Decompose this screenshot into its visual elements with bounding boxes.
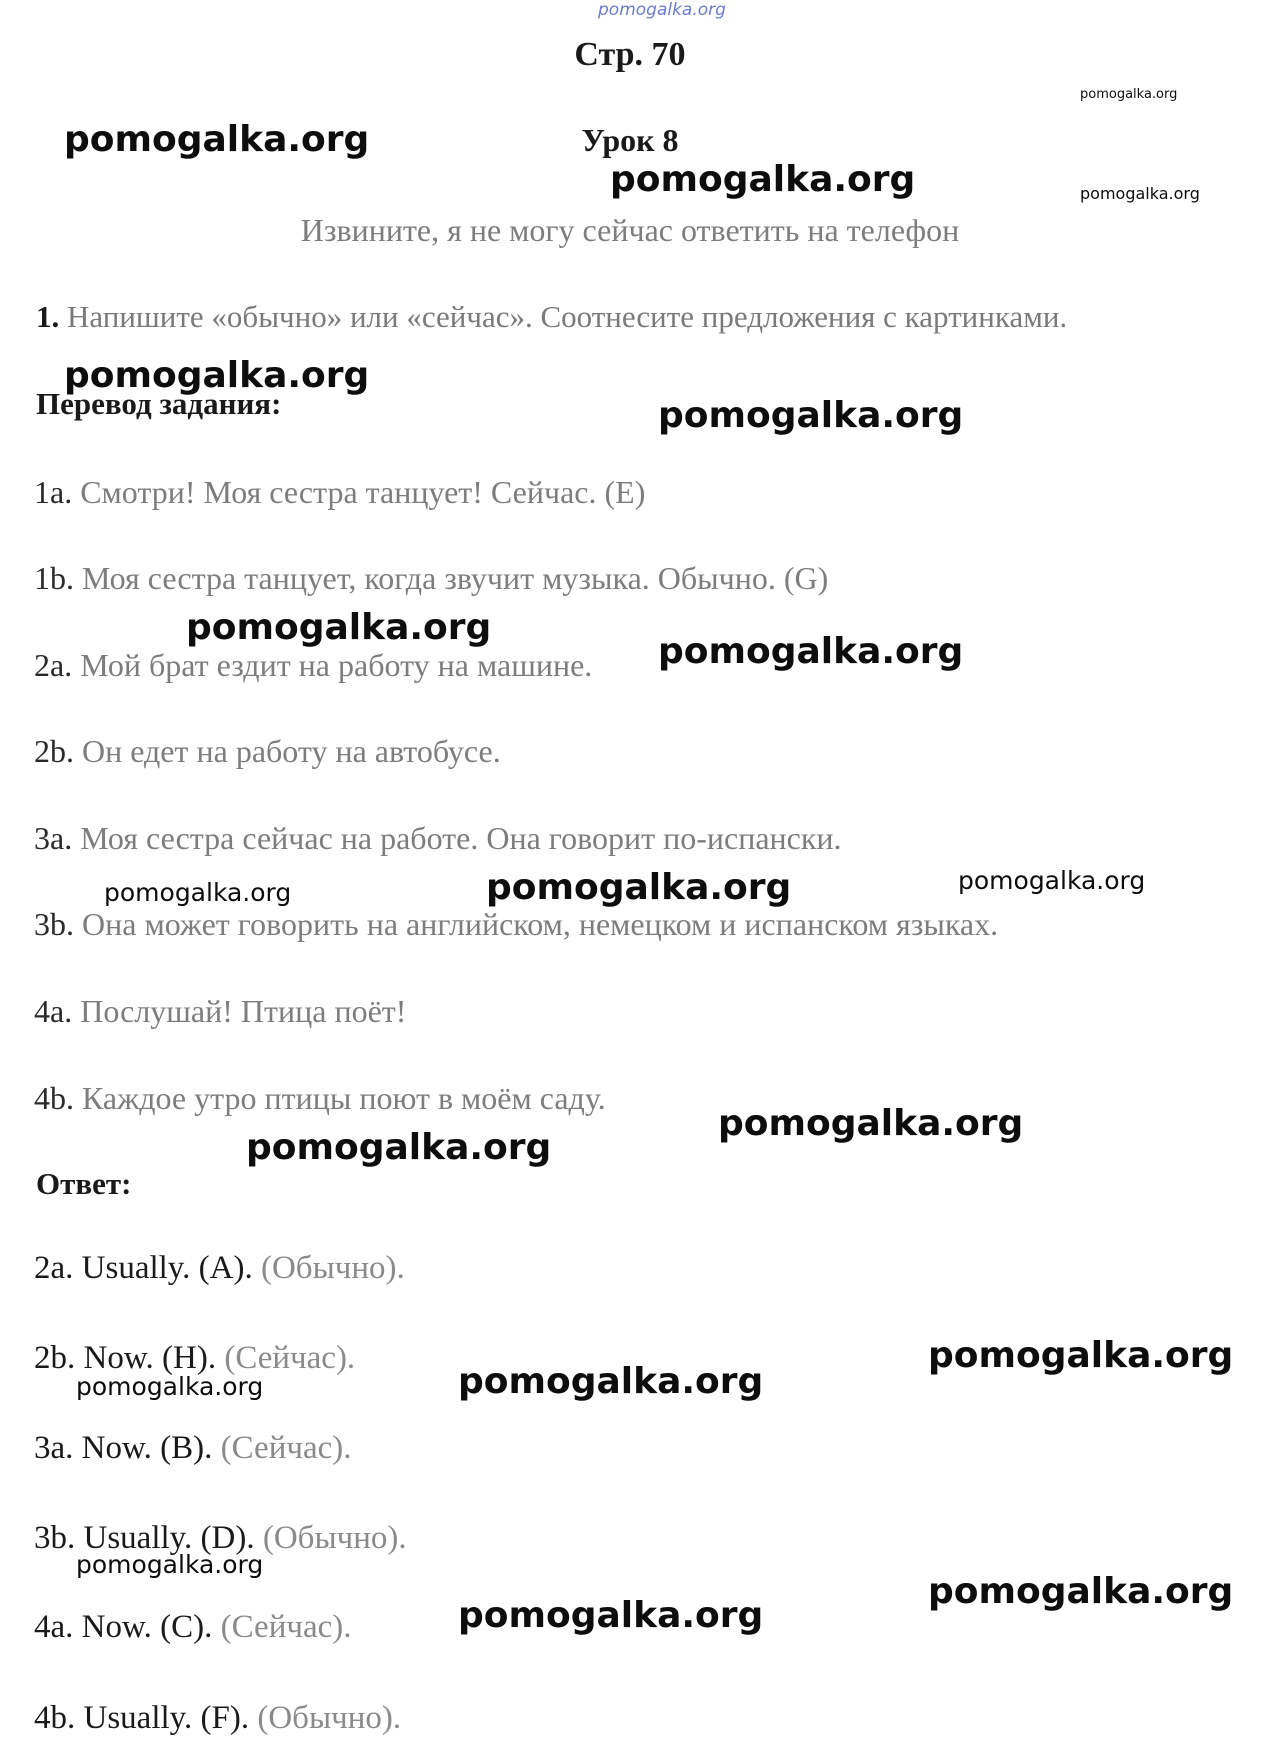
watermark: pomogalka.org [64, 119, 370, 160]
answer-line: 2a. Usually. (A). (Обычно). [34, 1250, 405, 1286]
translation-line: 4b. Каждое утро птицы поют в моём саду. [34, 1080, 606, 1116]
answer-line: 4b. Usually. (F). (Обычно). [34, 1700, 402, 1736]
watermark: pomogalka.org [658, 395, 964, 436]
watermark: pomogalka.org [928, 1571, 1234, 1612]
translation-line: 2a. Мой брат ездит на работу на машине. [34, 647, 593, 683]
watermark: pomogalka.org [246, 1127, 552, 1168]
task-number: 1. [36, 299, 60, 334]
watermark: pomogalka.org [458, 1595, 764, 1636]
watermark: pomogalka.org [76, 1550, 264, 1579]
task-text: Напишите «обычно» или «сейчас». Соотнесите предложения с картинками. [67, 299, 1068, 334]
translation-line: 3b. Она может говорить на английском, немецком и испанском языках. [34, 906, 999, 942]
watermark: pomogalka.org [486, 867, 792, 908]
translation-line: 4a. Послушай! Птица поёт! [34, 993, 407, 1029]
answer-line: 4a. Now. (C). (Сейчас). [34, 1609, 352, 1645]
watermark: pomogalka.org [104, 878, 292, 907]
watermark-top: pomogalka.org [598, 0, 726, 20]
watermark: pomogalka.org [186, 607, 492, 648]
watermark: pomogalka.org [1080, 87, 1178, 102]
watermark: pomogalka.org [1080, 184, 1200, 203]
lesson-subtitle: Извините, я не могу сейчас ответить на телефон [300, 212, 960, 248]
translation-line: 1b. Моя сестра танцует, когда звучит музыка. Обычно. (G) [34, 560, 829, 596]
answer-line: 3b. Usually. (D). (Обычно). [34, 1520, 407, 1556]
translation-heading: Перевод задания: [36, 386, 282, 421]
answer-line: 2b. Now. (H). (Сейчас). [34, 1340, 356, 1376]
translation-line: 1a. Смотри! Моя сестра танцует! Сейчас. (E) [34, 474, 646, 510]
watermark: pomogalka.org [64, 355, 370, 396]
watermark: pomogalka.org [458, 1361, 764, 1402]
page-number: Стр. 70 [574, 36, 686, 73]
translation-line: 3a. Моя сестра сейчас на работе. Она говорит по-испански. [34, 820, 842, 856]
translation-line: 2b. Он едет на работу на автобусе. [34, 733, 501, 769]
answer-heading: Ответ: [36, 1166, 132, 1201]
watermark: pomogalka.org [958, 866, 1146, 895]
lesson-title: Урок 8 [581, 122, 679, 158]
watermark: pomogalka.org [928, 1335, 1234, 1376]
watermark: pomogalka.org [718, 1103, 1024, 1144]
watermark: pomogalka.org [658, 631, 964, 672]
task-instruction [36, 299, 1067, 335]
answer-line: 3a. Now. (B). (Сейчас). [34, 1430, 352, 1466]
watermark: pomogalka.org [610, 159, 916, 200]
watermark: pomogalka.org [76, 1372, 264, 1401]
